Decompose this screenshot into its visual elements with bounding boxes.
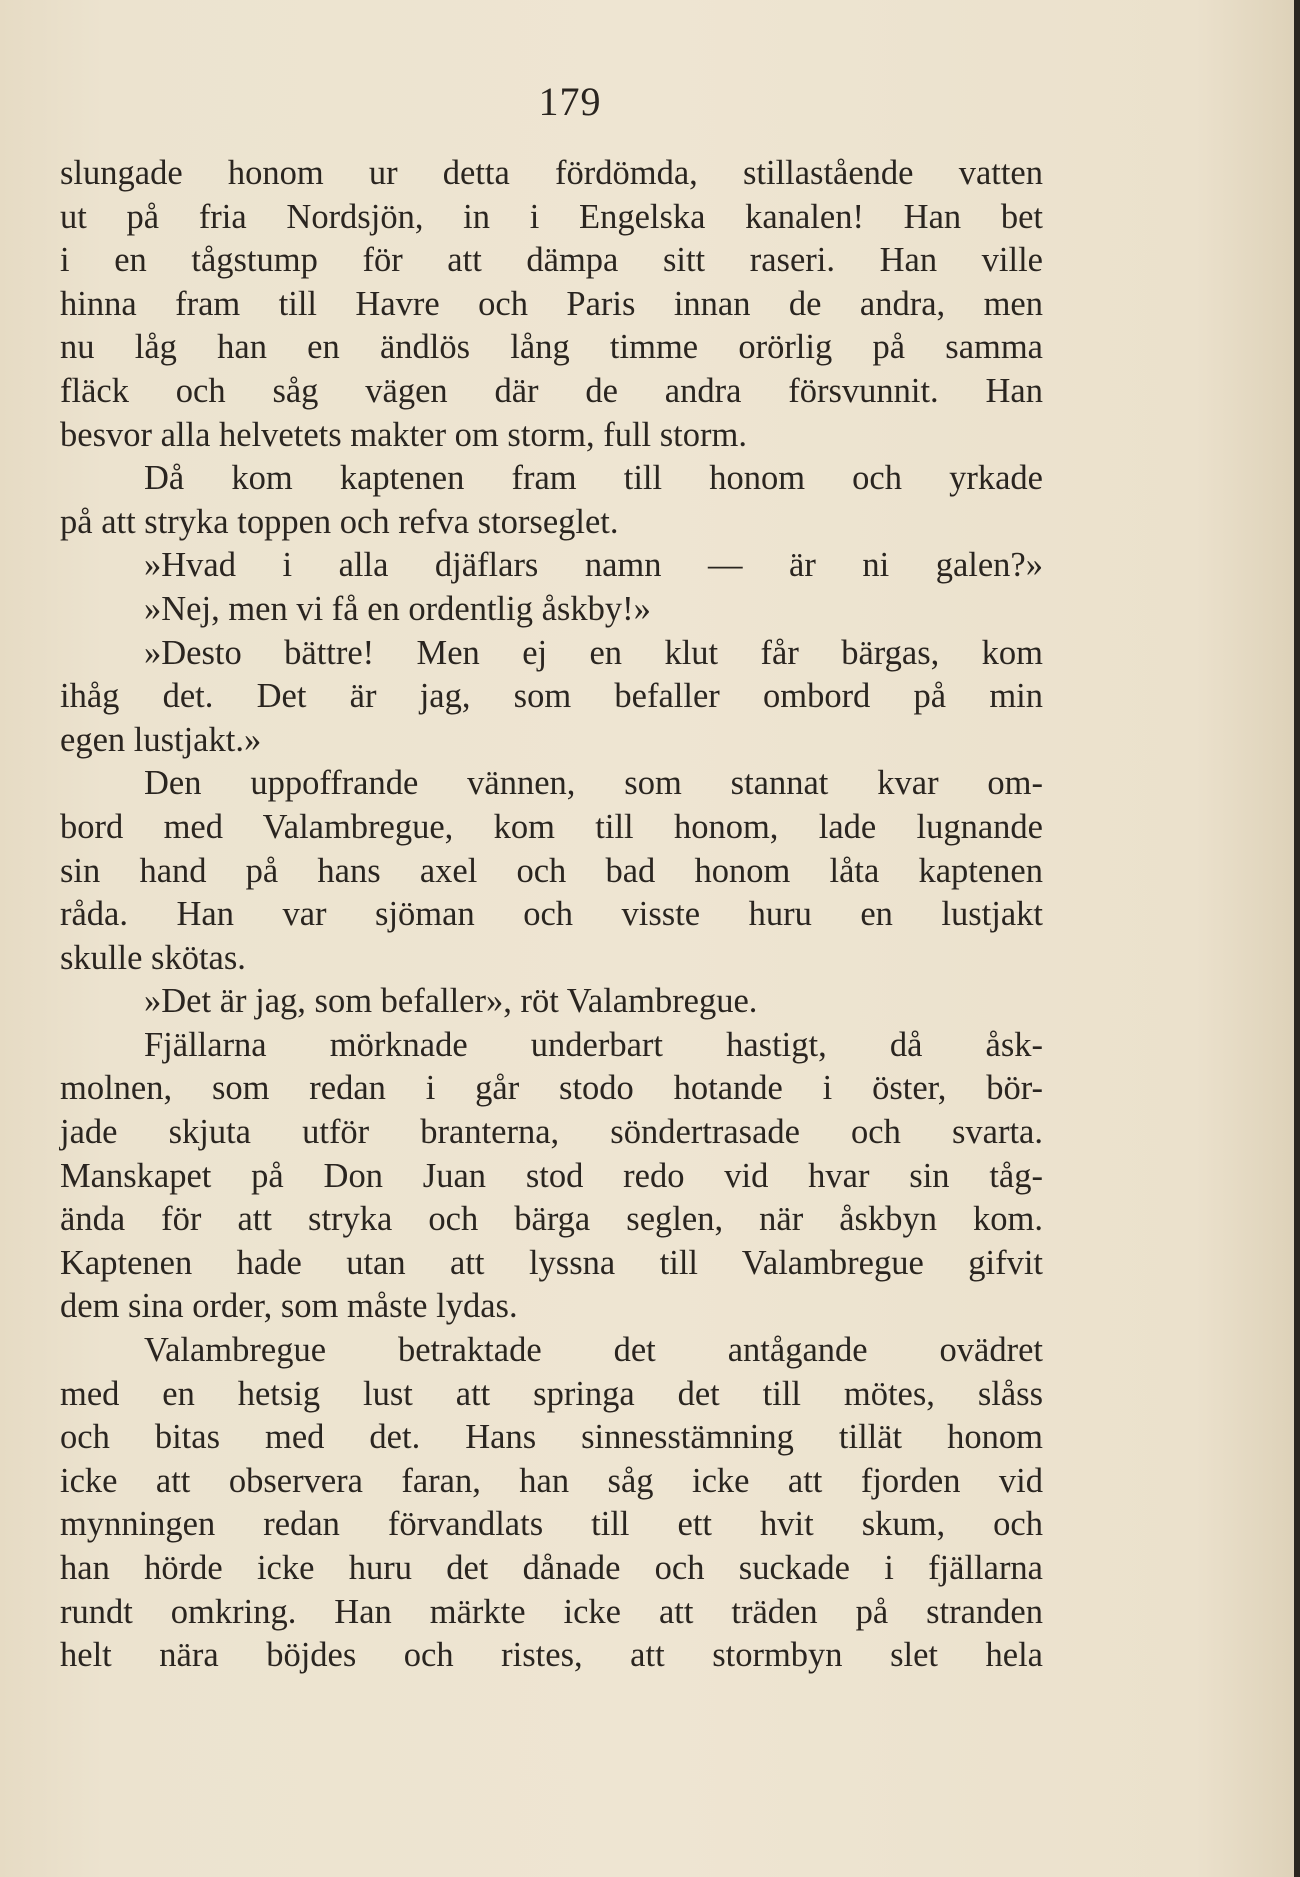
text-line: mynningen redan förvandlats till ett hvit skum, och [60,1505,1043,1544]
text-line: ända för att stryka och bärga seglen, när åskbyn kom. [60,1200,1043,1239]
text-line: Den uppoffrande vännen, som stannat kvar om- [144,764,1043,803]
text-line: slungade honom ur detta fördömda, stillastående vatten [60,154,1043,192]
text-line: »Nej, men vi få en ordentlig åskby!» [144,589,651,628]
text-line: bord med Valambregue, kom till honom, lade lugnande [60,807,1043,846]
text-line: ut på fria Nordsjön, in i Engelska kanalen! Han bet [60,197,1043,236]
text-line: egen lustjakt.» [60,720,262,759]
text-line: Manskapet på Don Juan stod redo vid hvar sin tåg- [60,1156,1043,1195]
text-line: dem sina order, som måste lydas. [60,1287,518,1326]
text-line: hinna fram till Havre och Paris innan de andra, men [60,284,1043,323]
text-line: han hörde icke huru det dånade och suckade i fjällarna [60,1549,1043,1587]
body-text [60,152,1043,1678]
text-line: nu låg han en ändlös lång timme orörlig på samma [60,328,1043,367]
text-line: Kaptenen hade utan att lyssna till Valambregue gifvit [60,1243,1043,1282]
text-line: Valambregue betraktade det antågande ovädret [144,1331,1043,1370]
text-line: på att stryka toppen och refva storseglet. [60,502,619,541]
text-line: »Hvad i alla djäflars namn — är ni galen?» [144,546,1043,585]
text-line: sin hand på hans axel och bad honom låta kaptenen [60,851,1043,890]
text-line: »Desto bättre! Men ej en klut får bärgas, kom [144,633,1043,672]
text-line: molnen, som redan i går stodo hotande i öster, bör- [60,1069,1043,1108]
text-line: »Det är jag, som befaller», röt Valambregue. [144,982,758,1021]
text-line: Fjällarna mörknade underbart hastigt, då åsk- [144,1025,1043,1064]
text-line: fläck och såg vägen där de andra försvunnit. Han [60,371,1043,410]
text-line: och bitas med det. Hans sinnesstämning tillät honom [60,1418,1043,1457]
text-line: besvor alla helvetets makter om storm, full storm. [60,415,747,454]
text-line: med en hetsig lust att springa det till mötes, slåss [60,1374,1043,1413]
text-line: icke att observera faran, han såg icke att fjorden vid [60,1461,1043,1500]
text-line: rundt omkring. Han märkte icke att träden på stranden [60,1592,1043,1631]
text-line: i en tågstump för att dämpa sitt raseri. Han ville [60,241,1043,280]
text-line: skulle skötas. [60,938,246,977]
text-line: Då kom kaptenen fram till honom och yrkade [144,459,1043,498]
text-line: råda. Han var sjöman och visste huru en lustjakt [60,895,1043,934]
text-line: jade skjuta utför branterna, söndertrasade och svarta. [60,1113,1043,1152]
page-edge-shadow [1294,0,1300,1877]
page-number: 179 [538,79,602,124]
text-line: ihåg det. Det är jag, som befaller ombord på min [60,677,1043,716]
text-line: helt nära böjdes och ristes, att stormbyn slet hela [60,1636,1043,1675]
